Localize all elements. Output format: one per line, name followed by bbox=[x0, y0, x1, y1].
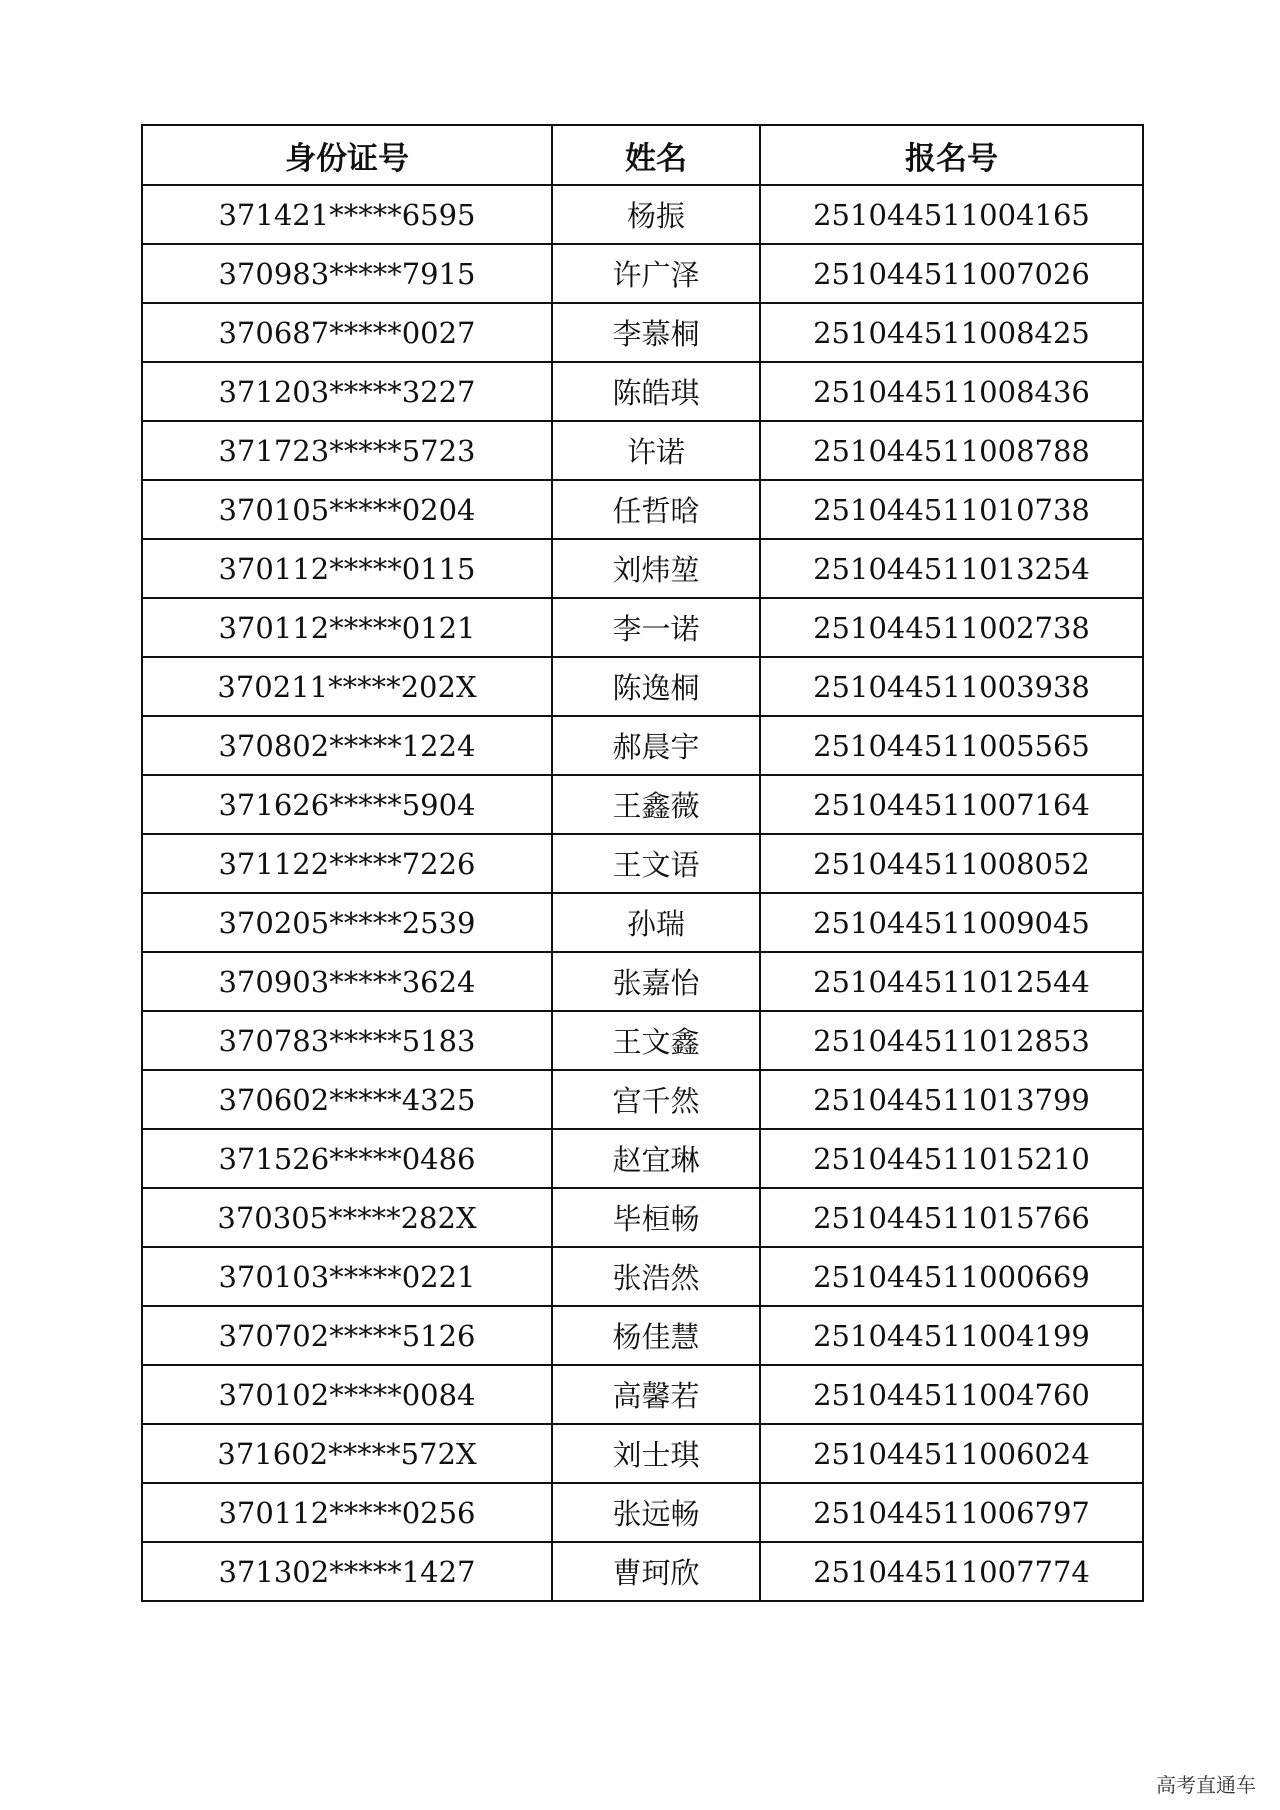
registration-number-cell: 251044511007026 bbox=[760, 244, 1143, 303]
table-row bbox=[142, 1365, 1143, 1424]
table-row bbox=[142, 1129, 1143, 1188]
name-cell: 刘士琪 bbox=[552, 1424, 760, 1483]
table-row bbox=[142, 775, 1143, 834]
name-cell: 陈逸桐 bbox=[552, 657, 760, 716]
table-row bbox=[142, 716, 1143, 775]
registration-number-cell: 251044511007774 bbox=[760, 1542, 1143, 1601]
name-cell: 张浩然 bbox=[552, 1247, 760, 1306]
id-number-cell: 370802*****1224 bbox=[142, 716, 552, 775]
registration-number-cell: 251044511002738 bbox=[760, 598, 1143, 657]
id-number-cell: 370783*****5183 bbox=[142, 1011, 552, 1070]
id-number-cell: 370112*****0115 bbox=[142, 539, 552, 598]
name-cell: 曹珂欣 bbox=[552, 1542, 760, 1601]
id-number-cell: 370687*****0027 bbox=[142, 303, 552, 362]
table-row bbox=[142, 1247, 1143, 1306]
table-row bbox=[142, 1542, 1143, 1601]
id-number-cell: 370305*****282X bbox=[142, 1188, 552, 1247]
table-header bbox=[142, 125, 1143, 185]
header-id-number: 身份证号 bbox=[142, 125, 552, 185]
registration-number-cell: 251044511013799 bbox=[760, 1070, 1143, 1129]
name-cell: 郝晨宇 bbox=[552, 716, 760, 775]
id-number-cell: 371723*****5723 bbox=[142, 421, 552, 480]
name-cell: 毕桓畅 bbox=[552, 1188, 760, 1247]
table-row bbox=[142, 362, 1143, 421]
name-cell: 高馨若 bbox=[552, 1365, 760, 1424]
name-cell: 宫千然 bbox=[552, 1070, 760, 1129]
registration-number-cell: 251044511010738 bbox=[760, 480, 1143, 539]
roster-table bbox=[141, 124, 1144, 1602]
id-number-cell: 371302*****1427 bbox=[142, 1542, 552, 1601]
name-cell: 孙瑞 bbox=[552, 893, 760, 952]
registration-number-cell: 251044511012544 bbox=[760, 952, 1143, 1011]
registration-number-cell: 251044511015210 bbox=[760, 1129, 1143, 1188]
table-row bbox=[142, 598, 1143, 657]
id-number-cell: 370983*****7915 bbox=[142, 244, 552, 303]
registration-number-cell: 251044511004199 bbox=[760, 1306, 1143, 1365]
table-row bbox=[142, 244, 1143, 303]
registration-number-cell: 251044511013254 bbox=[760, 539, 1143, 598]
id-number-cell: 370211*****202X bbox=[142, 657, 552, 716]
id-number-cell: 370112*****0256 bbox=[142, 1483, 552, 1542]
name-cell: 王文鑫 bbox=[552, 1011, 760, 1070]
registration-number-cell: 251044511006024 bbox=[760, 1424, 1143, 1483]
table-row bbox=[142, 893, 1143, 952]
name-cell: 任哲晗 bbox=[552, 480, 760, 539]
table-row bbox=[142, 1483, 1143, 1542]
table-row bbox=[142, 480, 1143, 539]
name-cell: 赵宜琳 bbox=[552, 1129, 760, 1188]
id-number-cell: 371421*****6595 bbox=[142, 185, 552, 244]
table-row bbox=[142, 1188, 1143, 1247]
name-cell: 刘炜堃 bbox=[552, 539, 760, 598]
name-cell: 李慕桐 bbox=[552, 303, 760, 362]
table-row bbox=[142, 1424, 1143, 1483]
registration-number-cell: 251044511007164 bbox=[760, 775, 1143, 834]
id-number-cell: 370112*****0121 bbox=[142, 598, 552, 657]
name-cell: 王文语 bbox=[552, 834, 760, 893]
table-row bbox=[142, 657, 1143, 716]
name-cell: 张嘉怡 bbox=[552, 952, 760, 1011]
name-cell: 杨振 bbox=[552, 185, 760, 244]
registration-number-cell: 251044511009045 bbox=[760, 893, 1143, 952]
name-cell: 许诺 bbox=[552, 421, 760, 480]
name-cell: 杨佳慧 bbox=[552, 1306, 760, 1365]
registration-number-cell: 251044511008425 bbox=[760, 303, 1143, 362]
id-number-cell: 370602*****4325 bbox=[142, 1070, 552, 1129]
table-row bbox=[142, 303, 1143, 362]
registration-number-cell: 251044511006797 bbox=[760, 1483, 1143, 1542]
table-row bbox=[142, 539, 1143, 598]
table-body bbox=[142, 185, 1143, 1601]
registration-number-cell: 251044511012853 bbox=[760, 1011, 1143, 1070]
table-row bbox=[142, 834, 1143, 893]
name-cell: 李一诺 bbox=[552, 598, 760, 657]
registration-number-cell: 251044511008052 bbox=[760, 834, 1143, 893]
name-cell: 许广泽 bbox=[552, 244, 760, 303]
id-number-cell: 371602*****572X bbox=[142, 1424, 552, 1483]
id-number-cell: 371122*****7226 bbox=[142, 834, 552, 893]
id-number-cell: 370702*****5126 bbox=[142, 1306, 552, 1365]
table-row bbox=[142, 421, 1143, 480]
id-number-cell: 370103*****0221 bbox=[142, 1247, 552, 1306]
id-number-cell: 371203*****3227 bbox=[142, 362, 552, 421]
table-row bbox=[142, 185, 1143, 244]
table-row bbox=[142, 1011, 1143, 1070]
registration-number-cell: 251044511015766 bbox=[760, 1188, 1143, 1247]
registration-number-cell: 251044511003938 bbox=[760, 657, 1143, 716]
table-row bbox=[142, 952, 1143, 1011]
id-number-cell: 371626*****5904 bbox=[142, 775, 552, 834]
id-number-cell: 370102*****0084 bbox=[142, 1365, 552, 1424]
name-cell: 张远畅 bbox=[552, 1483, 760, 1542]
header-row bbox=[142, 125, 1143, 185]
registration-number-cell: 251044511000669 bbox=[760, 1247, 1143, 1306]
header-registration-number: 报名号 bbox=[760, 125, 1143, 185]
name-cell: 陈皓琪 bbox=[552, 362, 760, 421]
id-number-cell: 370205*****2539 bbox=[142, 893, 552, 952]
registration-number-cell: 251044511005565 bbox=[760, 716, 1143, 775]
id-number-cell: 370903*****3624 bbox=[142, 952, 552, 1011]
id-number-cell: 370105*****0204 bbox=[142, 480, 552, 539]
header-name: 姓名 bbox=[552, 125, 760, 185]
table-row bbox=[142, 1070, 1143, 1129]
id-number-cell: 371526*****0486 bbox=[142, 1129, 552, 1188]
registration-number-cell: 251044511008436 bbox=[760, 362, 1143, 421]
registration-number-cell: 251044511004760 bbox=[760, 1365, 1143, 1424]
watermark: 高考直通车 bbox=[1156, 1773, 1256, 1797]
name-cell: 王鑫薇 bbox=[552, 775, 760, 834]
registration-number-cell: 251044511004165 bbox=[760, 185, 1143, 244]
registration-number-cell: 251044511008788 bbox=[760, 421, 1143, 480]
table-row bbox=[142, 1306, 1143, 1365]
